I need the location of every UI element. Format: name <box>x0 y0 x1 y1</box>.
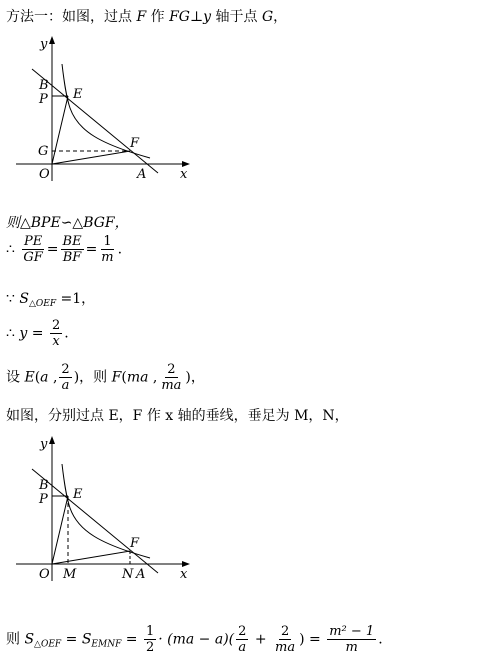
line4-S: S <box>19 291 29 307</box>
fig1-y-arrow <box>49 36 55 44</box>
line8-frac-result <box>327 624 376 655</box>
line1-prefix: 方法一：如图，过点 <box>6 9 137 25</box>
line-8 <box>6 624 383 655</box>
line-5 <box>6 318 69 349</box>
fig2-label-M: M <box>63 567 77 582</box>
fig2-label-P: P <box>39 492 48 507</box>
line6-den2: ma <box>161 378 182 393</box>
fig1-label-E: E <box>73 87 83 102</box>
line-4 <box>6 288 95 309</box>
line6-a: a <box>40 369 49 386</box>
fig1-line-BA <box>32 69 158 173</box>
line5-y: y <box>19 325 28 342</box>
line8-res-num: m² − 1 <box>329 624 375 639</box>
line1-zuo: 作 <box>146 9 170 25</box>
line6-num1: 2 <box>61 362 70 377</box>
fig1-label-x: x <box>180 167 188 182</box>
line8-sub2: EMNF <box>91 639 122 650</box>
line6-E: E <box>24 369 35 386</box>
fig1-label-G: G <box>38 144 49 159</box>
line8-frac-half <box>144 624 156 655</box>
line7-text: 如图，分别过点 E，F 作 x 轴的垂线，垂足为 M，N， <box>6 408 349 424</box>
line8-f2-num: 2 <box>280 624 290 639</box>
fig2-label-A: A <box>136 567 146 582</box>
fig1-segment-OF <box>52 151 130 164</box>
line8-sub1: △OEF <box>34 639 62 650</box>
line-2 <box>6 212 129 232</box>
line8-close: ) = <box>299 631 326 648</box>
line3-BF: BF <box>62 250 82 265</box>
line-1 <box>6 6 287 26</box>
line8-half-den: 2 <box>145 640 155 655</box>
fig2-label-x: x <box>180 567 188 582</box>
line8-plus: + <box>250 631 272 648</box>
figure-2 <box>10 436 200 586</box>
fig1-label-O: O <box>39 167 50 182</box>
line1-suffix: 轴于点 <box>211 9 262 25</box>
line6-comma: , <box>48 369 58 386</box>
line1-y: y <box>203 9 212 25</box>
line3-PE: PE <box>23 234 43 249</box>
fig2-label-F: F <box>130 536 140 551</box>
line8-f1-den: a <box>238 640 247 655</box>
line-3 <box>6 234 122 265</box>
fig1-label-P: P <box>39 92 48 107</box>
fig2-label-N: N <box>122 567 134 582</box>
fig1-label-A: A <box>137 167 147 182</box>
line3-end: . <box>117 241 123 258</box>
line6-frac1 <box>59 362 71 393</box>
line8-prefix: 则 <box>6 631 25 648</box>
line3-therefore: ∴ <box>6 241 15 258</box>
line6-num2: 2 <box>167 362 176 377</box>
line8-S2: S <box>81 631 92 648</box>
line5-num: 2 <box>51 318 61 333</box>
line8-end: . <box>378 631 383 648</box>
line1-FG: FG <box>169 9 190 25</box>
line5-eq: = <box>27 325 48 342</box>
line1-end: ， <box>273 9 288 25</box>
fig2-line-BA <box>32 469 158 573</box>
line6-F: F <box>111 369 122 386</box>
line2-text: 则△BPE∽△BGF， <box>6 215 129 231</box>
line8-eq2: = <box>121 631 142 648</box>
line6-open: ( <box>34 369 41 386</box>
line1-perp: ⊥ <box>189 9 204 25</box>
figure-1 <box>10 36 200 186</box>
line8-eq1: = <box>61 631 82 648</box>
line3-one: 1 <box>103 234 112 249</box>
line6-ma: ma <box>126 369 149 386</box>
line1-F: F <box>136 9 147 25</box>
line6-den1: a <box>61 378 70 393</box>
line4-rest: =1， <box>56 291 96 307</box>
fig2-segment-OF <box>52 551 130 564</box>
line5-end: . <box>64 325 69 342</box>
line8-mid: · (ma − a)( <box>158 631 235 648</box>
line3-eq2: = <box>85 241 98 258</box>
fig2-label-E: E <box>73 487 83 502</box>
line6-close: )，则 <box>73 369 112 386</box>
fig2-y-arrow <box>49 436 55 444</box>
fig1-segment-OE <box>52 96 68 164</box>
fig2-label-y: y <box>40 437 48 452</box>
line5-den: x <box>52 334 60 349</box>
line3-frac-BE-BF <box>61 234 84 265</box>
line8-S1: S <box>24 631 35 648</box>
line3-frac-PE-GF <box>21 234 44 265</box>
line3-BE: BE <box>62 234 82 249</box>
line6-close2: )， <box>185 369 205 386</box>
fig1-label-B: B <box>39 78 49 93</box>
line6-frac2 <box>159 362 183 393</box>
line3-m: m <box>101 250 114 265</box>
line3-GF: GF <box>23 250 43 265</box>
line8-res-den: m <box>345 640 358 655</box>
line8-f2-den: ma <box>275 640 296 655</box>
line3-eq1: = <box>46 241 59 258</box>
line-6 <box>6 362 205 393</box>
fig1-label-y: y <box>40 37 48 52</box>
line8-f1-num: 2 <box>238 624 247 639</box>
line1-G: G <box>261 9 274 25</box>
line6-comma2: , <box>148 369 158 386</box>
line5-therefore: ∴ <box>6 325 15 342</box>
line6-prefix: 设 <box>6 369 25 386</box>
line6-open2: ( <box>121 369 127 386</box>
line4-because: ∵ <box>6 291 15 307</box>
line8-half-num: 1 <box>145 624 155 639</box>
line5-frac <box>50 318 62 349</box>
fig2-label-B: B <box>39 478 49 493</box>
line-7 <box>6 405 349 425</box>
fig1-label-F: F <box>130 136 140 151</box>
fig2-label-O: O <box>39 567 50 582</box>
fig2-segment-OE <box>52 496 68 564</box>
line4-sub: △OEF <box>28 299 57 309</box>
line8-frac2 <box>273 624 297 655</box>
line8-frac1 <box>236 624 248 655</box>
line3-frac-1-m <box>99 234 115 265</box>
